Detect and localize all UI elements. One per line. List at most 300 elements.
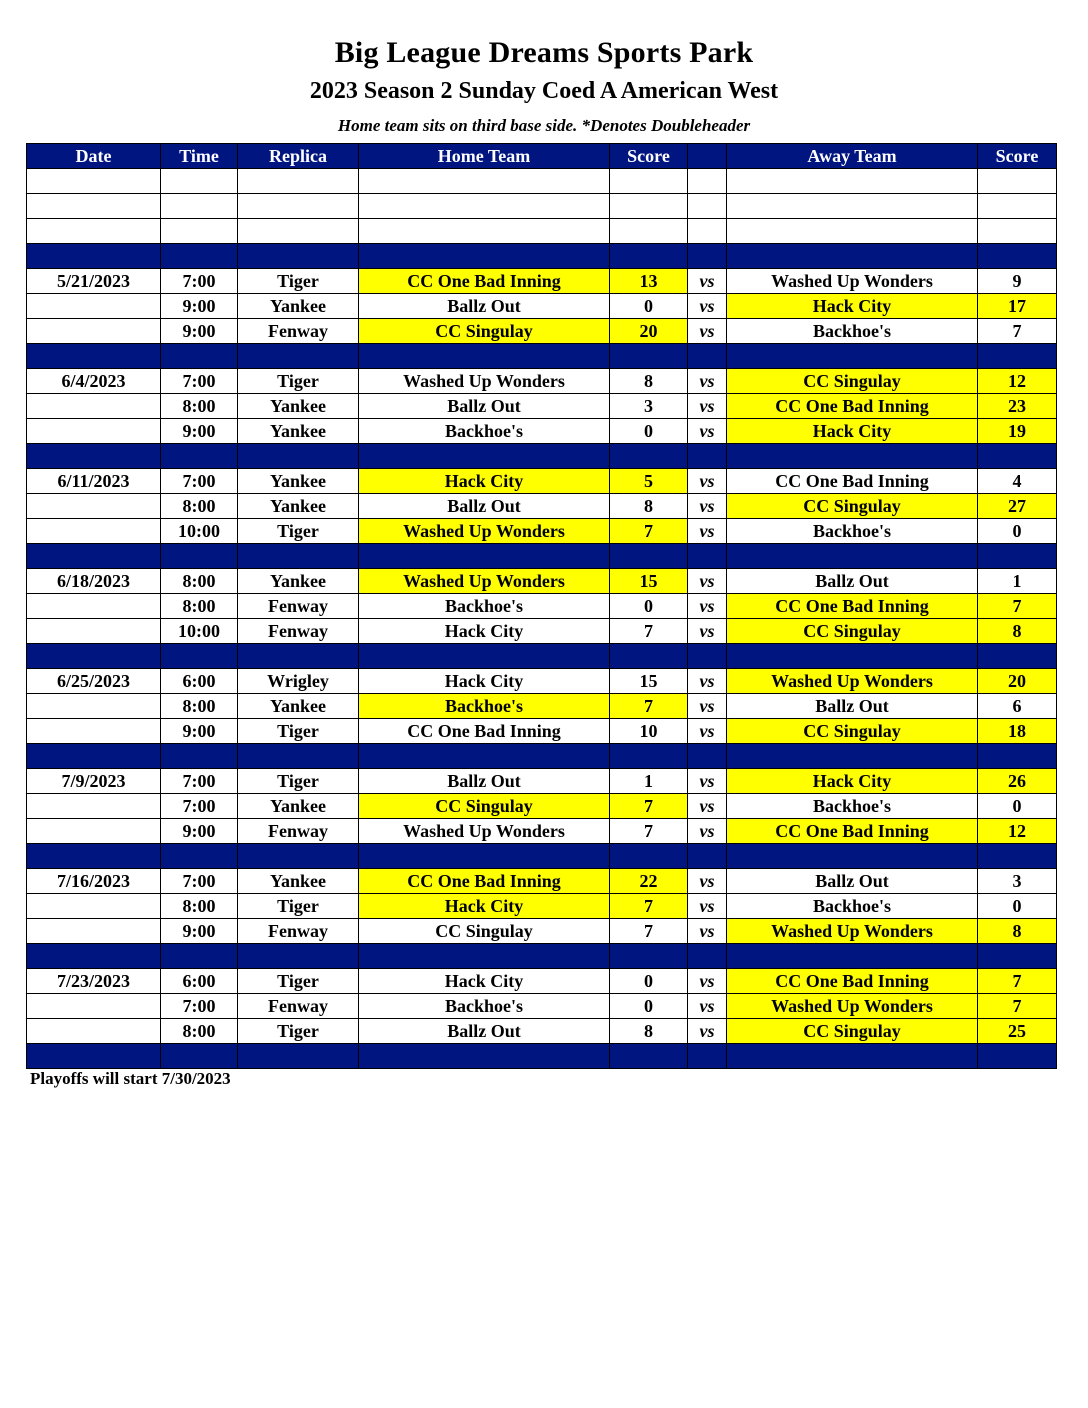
vs-cell: vs	[688, 969, 727, 994]
date-cell: 5/21/2023	[27, 269, 161, 294]
away-team-cell: CC Singulay	[727, 619, 978, 644]
schedule-table	[26, 143, 1057, 1069]
separator-row	[27, 244, 1057, 269]
date-cell	[27, 694, 161, 719]
away-score-cell: 3	[978, 869, 1057, 894]
away-team-cell: Backhoe's	[727, 319, 978, 344]
time-cell: 9:00	[161, 294, 238, 319]
game-row	[27, 469, 1057, 494]
away-score-cell: 26	[978, 769, 1057, 794]
game-row	[27, 294, 1057, 319]
replica-cell: Tiger	[238, 719, 359, 744]
vs-cell: vs	[688, 369, 727, 394]
vs-cell: vs	[688, 494, 727, 519]
away-score-cell: 20	[978, 669, 1057, 694]
replica-cell: Fenway	[238, 594, 359, 619]
separator-cell	[688, 1044, 727, 1069]
separator-cell	[727, 544, 978, 569]
time-cell: 6:00	[161, 669, 238, 694]
game-row	[27, 994, 1057, 1019]
away-score-cell: 17	[978, 294, 1057, 319]
game-row	[27, 594, 1057, 619]
away-score-cell: 27	[978, 494, 1057, 519]
replica-cell: Wrigley	[238, 669, 359, 694]
date-cell: 7/23/2023	[27, 969, 161, 994]
time-cell: 7:00	[161, 794, 238, 819]
away-team-cell: Washed Up Wonders	[727, 269, 978, 294]
away-score-cell: 9	[978, 269, 1057, 294]
game-row	[27, 919, 1057, 944]
separator-cell	[688, 944, 727, 969]
separator-cell	[238, 944, 359, 969]
separator-row	[27, 344, 1057, 369]
separator-cell	[688, 544, 727, 569]
date-cell: 6/18/2023	[27, 569, 161, 594]
game-row	[27, 794, 1057, 819]
time-cell: 7:00	[161, 369, 238, 394]
vs-cell: vs	[688, 694, 727, 719]
replica-cell: Fenway	[238, 919, 359, 944]
separator-cell	[727, 444, 978, 469]
away-score-cell: 7	[978, 969, 1057, 994]
date-cell: 7/16/2023	[27, 869, 161, 894]
home-team-cell: CC Singulay	[359, 919, 610, 944]
game-row	[27, 619, 1057, 644]
home-score-cell: 8	[610, 494, 688, 519]
col-header-replica: Replica	[238, 144, 359, 169]
time-cell: 9:00	[161, 419, 238, 444]
date-cell	[27, 919, 161, 944]
replica-cell: Yankee	[238, 419, 359, 444]
separator-cell	[727, 344, 978, 369]
home-score-cell: 3	[610, 394, 688, 419]
vs-cell: vs	[688, 1019, 727, 1044]
separator-cell	[27, 744, 161, 769]
home-team-cell: CC Singulay	[359, 319, 610, 344]
time-cell: 10:00	[161, 619, 238, 644]
game-row	[27, 719, 1057, 744]
separator-cell	[238, 844, 359, 869]
home-team-cell: Hack City	[359, 619, 610, 644]
home-score-cell: 7	[610, 694, 688, 719]
separator-cell	[610, 944, 688, 969]
date-cell: 6/11/2023	[27, 469, 161, 494]
date-cell	[27, 1019, 161, 1044]
separator-cell	[27, 344, 161, 369]
away-score-cell: 6	[978, 694, 1057, 719]
separator-cell	[978, 344, 1057, 369]
separator-cell	[161, 544, 238, 569]
separator-cell	[359, 744, 610, 769]
home-score-cell: 8	[610, 1019, 688, 1044]
separator-cell	[727, 1044, 978, 1069]
time-cell: 9:00	[161, 819, 238, 844]
col-header-date: Date	[27, 144, 161, 169]
separator-cell	[238, 444, 359, 469]
home-score-cell: 7	[610, 919, 688, 944]
vs-cell: vs	[688, 394, 727, 419]
separator-cell	[359, 644, 610, 669]
home-score-cell: 15	[610, 669, 688, 694]
date-cell: 6/4/2023	[27, 369, 161, 394]
blank-row	[27, 219, 1057, 244]
away-score-cell: 25	[978, 1019, 1057, 1044]
home-team-cell: Ballz Out	[359, 494, 610, 519]
game-row	[27, 894, 1057, 919]
replica-cell: Yankee	[238, 394, 359, 419]
away-team-cell: CC One Bad Inning	[727, 469, 978, 494]
time-cell: 7:00	[161, 769, 238, 794]
separator-cell	[161, 644, 238, 669]
time-cell: 8:00	[161, 594, 238, 619]
separator-cell	[727, 744, 978, 769]
separator-cell	[359, 344, 610, 369]
home-team-cell: Ballz Out	[359, 769, 610, 794]
away-team-cell: CC One Bad Inning	[727, 594, 978, 619]
away-score-cell: 23	[978, 394, 1057, 419]
separator-cell	[359, 244, 610, 269]
col-header-home-score: Score	[610, 144, 688, 169]
separator-cell	[688, 844, 727, 869]
playoffs-note: Playoffs will start 7/30/2023	[30, 1069, 231, 1088]
replica-cell: Tiger	[238, 894, 359, 919]
separator-cell	[978, 744, 1057, 769]
replica-cell: Yankee	[238, 469, 359, 494]
vs-cell: vs	[688, 294, 727, 319]
separator-cell	[610, 444, 688, 469]
home-team-cell: Ballz Out	[359, 1019, 610, 1044]
time-cell: 10:00	[161, 519, 238, 544]
vs-cell: vs	[688, 769, 727, 794]
away-team-cell: Washed Up Wonders	[727, 994, 978, 1019]
away-score-cell: 0	[978, 519, 1057, 544]
time-cell: 8:00	[161, 1019, 238, 1044]
home-team-cell: Hack City	[359, 469, 610, 494]
separator-cell	[978, 644, 1057, 669]
replica-cell: Tiger	[238, 969, 359, 994]
away-score-cell: 8	[978, 919, 1057, 944]
col-header-vs	[688, 144, 727, 169]
separator-cell	[610, 344, 688, 369]
home-team-cell: Hack City	[359, 894, 610, 919]
away-team-cell: CC One Bad Inning	[727, 819, 978, 844]
separator-cell	[688, 244, 727, 269]
vs-cell: vs	[688, 794, 727, 819]
vs-cell: vs	[688, 594, 727, 619]
away-score-cell: 18	[978, 719, 1057, 744]
separator-cell	[27, 244, 161, 269]
separator-cell	[978, 844, 1057, 869]
separator-cell	[610, 544, 688, 569]
away-team-cell: Ballz Out	[727, 694, 978, 719]
home-score-cell: 15	[610, 569, 688, 594]
time-cell: 7:00	[161, 869, 238, 894]
blank-row	[27, 194, 1057, 219]
separator-cell	[238, 544, 359, 569]
away-team-cell: Hack City	[727, 769, 978, 794]
home-score-cell: 0	[610, 294, 688, 319]
game-row	[27, 369, 1057, 394]
separator-cell	[727, 644, 978, 669]
game-row	[27, 494, 1057, 519]
date-cell	[27, 794, 161, 819]
game-row	[27, 269, 1057, 294]
home-score-cell: 10	[610, 719, 688, 744]
table-header-row	[27, 144, 1057, 169]
game-row	[27, 1019, 1057, 1044]
home-team-cell: Ballz Out	[359, 394, 610, 419]
away-team-cell: Washed Up Wonders	[727, 919, 978, 944]
separator-row	[27, 1044, 1057, 1069]
home-team-cell: CC Singulay	[359, 794, 610, 819]
game-row	[27, 819, 1057, 844]
date-cell	[27, 419, 161, 444]
replica-cell: Fenway	[238, 819, 359, 844]
vs-cell: vs	[688, 519, 727, 544]
away-team-cell: CC Singulay	[727, 494, 978, 519]
home-team-cell: CC One Bad Inning	[359, 269, 610, 294]
time-cell: 8:00	[161, 694, 238, 719]
separator-cell	[727, 944, 978, 969]
separator-cell	[27, 544, 161, 569]
separator-cell	[727, 844, 978, 869]
home-score-cell: 0	[610, 969, 688, 994]
replica-cell: Yankee	[238, 569, 359, 594]
vs-cell: vs	[688, 869, 727, 894]
away-score-cell: 12	[978, 369, 1057, 394]
separator-cell	[238, 344, 359, 369]
away-team-cell: CC Singulay	[727, 369, 978, 394]
game-row	[27, 869, 1057, 894]
home-score-cell: 5	[610, 469, 688, 494]
game-row	[27, 394, 1057, 419]
separator-cell	[238, 644, 359, 669]
separator-cell	[359, 444, 610, 469]
schedule-note: Home team sits on third base side. *Denotes Doubleheader	[337, 116, 751, 135]
home-team-cell: Backhoe's	[359, 694, 610, 719]
time-cell: 8:00	[161, 894, 238, 919]
home-score-cell: 7	[610, 794, 688, 819]
home-score-cell: 13	[610, 269, 688, 294]
separator-cell	[238, 244, 359, 269]
replica-cell: Fenway	[238, 619, 359, 644]
separator-cell	[161, 444, 238, 469]
home-team-cell: Washed Up Wonders	[359, 569, 610, 594]
game-row	[27, 969, 1057, 994]
time-cell: 8:00	[161, 394, 238, 419]
separator-cell	[610, 644, 688, 669]
separator-cell	[27, 1044, 161, 1069]
home-score-cell: 1	[610, 769, 688, 794]
home-score-cell: 20	[610, 319, 688, 344]
time-cell: 8:00	[161, 569, 238, 594]
col-header-time: Time	[161, 144, 238, 169]
away-score-cell: 7	[978, 319, 1057, 344]
vs-cell: vs	[688, 319, 727, 344]
replica-cell: Tiger	[238, 519, 359, 544]
separator-cell	[161, 1044, 238, 1069]
separator-cell	[359, 544, 610, 569]
page-title: Big League Dreams Sports Park	[334, 36, 754, 69]
time-cell: 8:00	[161, 494, 238, 519]
replica-cell: Fenway	[238, 319, 359, 344]
home-score-cell: 7	[610, 819, 688, 844]
separator-cell	[27, 644, 161, 669]
time-cell: 7:00	[161, 994, 238, 1019]
replica-cell: Tiger	[238, 369, 359, 394]
away-team-cell: CC One Bad Inning	[727, 969, 978, 994]
home-score-cell: 0	[610, 594, 688, 619]
page-subtitle: 2023 Season 2 Sunday Coed A American West	[309, 78, 779, 104]
away-score-cell: 19	[978, 419, 1057, 444]
date-cell: 6/25/2023	[27, 669, 161, 694]
home-team-cell: Hack City	[359, 669, 610, 694]
vs-cell: vs	[688, 419, 727, 444]
separator-cell	[161, 844, 238, 869]
vs-cell: vs	[688, 469, 727, 494]
game-row	[27, 694, 1057, 719]
away-score-cell: 0	[978, 794, 1057, 819]
replica-cell: Yankee	[238, 294, 359, 319]
vs-cell: vs	[688, 669, 727, 694]
away-team-cell: CC Singulay	[727, 719, 978, 744]
game-row	[27, 319, 1057, 344]
away-team-cell: CC Singulay	[727, 1019, 978, 1044]
replica-cell: Yankee	[238, 494, 359, 519]
col-header-home-team: Home Team	[359, 144, 610, 169]
date-cell	[27, 994, 161, 1019]
time-cell: 9:00	[161, 719, 238, 744]
vs-cell: vs	[688, 619, 727, 644]
separator-cell	[688, 344, 727, 369]
separator-cell	[27, 444, 161, 469]
separator-cell	[610, 244, 688, 269]
separator-cell	[978, 244, 1057, 269]
home-score-cell: 7	[610, 619, 688, 644]
time-cell: 7:00	[161, 269, 238, 294]
home-team-cell: Backhoe's	[359, 994, 610, 1019]
separator-cell	[688, 744, 727, 769]
separator-cell	[161, 344, 238, 369]
game-row	[27, 519, 1057, 544]
blank-row	[27, 169, 1057, 194]
home-score-cell: 22	[610, 869, 688, 894]
time-cell: 7:00	[161, 469, 238, 494]
away-team-cell: Ballz Out	[727, 869, 978, 894]
away-score-cell: 1	[978, 569, 1057, 594]
date-cell	[27, 594, 161, 619]
vs-cell: vs	[688, 919, 727, 944]
replica-cell: Tiger	[238, 269, 359, 294]
home-team-cell: Backhoe's	[359, 419, 610, 444]
replica-cell: Tiger	[238, 769, 359, 794]
col-header-away-team: Away Team	[727, 144, 978, 169]
date-cell	[27, 894, 161, 919]
replica-cell: Yankee	[238, 869, 359, 894]
date-cell	[27, 619, 161, 644]
vs-cell: vs	[688, 894, 727, 919]
separator-row	[27, 844, 1057, 869]
home-team-cell: Hack City	[359, 969, 610, 994]
time-cell: 9:00	[161, 319, 238, 344]
away-team-cell: Backhoe's	[727, 894, 978, 919]
away-score-cell: 7	[978, 594, 1057, 619]
home-score-cell: 0	[610, 419, 688, 444]
separator-cell	[688, 644, 727, 669]
separator-cell	[359, 844, 610, 869]
away-team-cell: Hack City	[727, 419, 978, 444]
separator-cell	[610, 844, 688, 869]
date-cell	[27, 519, 161, 544]
date-cell	[27, 719, 161, 744]
home-team-cell: Washed Up Wonders	[359, 519, 610, 544]
home-score-cell: 8	[610, 369, 688, 394]
separator-row	[27, 444, 1057, 469]
separator-cell	[978, 1044, 1057, 1069]
separator-cell	[161, 244, 238, 269]
away-score-cell: 12	[978, 819, 1057, 844]
date-cell	[27, 394, 161, 419]
vs-cell: vs	[688, 269, 727, 294]
vs-cell: vs	[688, 719, 727, 744]
separator-row	[27, 944, 1057, 969]
date-cell	[27, 294, 161, 319]
away-team-cell: Ballz Out	[727, 569, 978, 594]
separator-cell	[978, 444, 1057, 469]
separator-cell	[359, 1044, 610, 1069]
separator-cell	[238, 1044, 359, 1069]
separator-cell	[688, 444, 727, 469]
away-team-cell: Backhoe's	[727, 794, 978, 819]
date-cell: 7/9/2023	[27, 769, 161, 794]
away-team-cell: Hack City	[727, 294, 978, 319]
date-cell	[27, 319, 161, 344]
home-team-cell: Ballz Out	[359, 294, 610, 319]
separator-row	[27, 744, 1057, 769]
vs-cell: vs	[688, 569, 727, 594]
away-score-cell: 7	[978, 994, 1057, 1019]
vs-cell: vs	[688, 994, 727, 1019]
home-team-cell: Backhoe's	[359, 594, 610, 619]
home-team-cell: Washed Up Wonders	[359, 369, 610, 394]
separator-cell	[610, 1044, 688, 1069]
home-team-cell: CC One Bad Inning	[359, 869, 610, 894]
separator-cell	[161, 944, 238, 969]
separator-row	[27, 544, 1057, 569]
separator-cell	[978, 544, 1057, 569]
replica-cell: Tiger	[238, 1019, 359, 1044]
replica-cell: Fenway	[238, 994, 359, 1019]
game-row	[27, 669, 1057, 694]
date-cell	[27, 494, 161, 519]
time-cell: 6:00	[161, 969, 238, 994]
away-team-cell: Backhoe's	[727, 519, 978, 544]
vs-cell: vs	[688, 819, 727, 844]
separator-cell	[727, 244, 978, 269]
replica-cell: Yankee	[238, 694, 359, 719]
away-team-cell: CC One Bad Inning	[727, 394, 978, 419]
game-row	[27, 569, 1057, 594]
away-score-cell: 0	[978, 894, 1057, 919]
home-team-cell: Washed Up Wonders	[359, 819, 610, 844]
schedule-body	[27, 169, 1057, 1069]
separator-cell	[978, 944, 1057, 969]
separator-cell	[238, 744, 359, 769]
home-score-cell: 0	[610, 994, 688, 1019]
separator-cell	[359, 944, 610, 969]
date-cell	[27, 819, 161, 844]
separator-row	[27, 644, 1057, 669]
